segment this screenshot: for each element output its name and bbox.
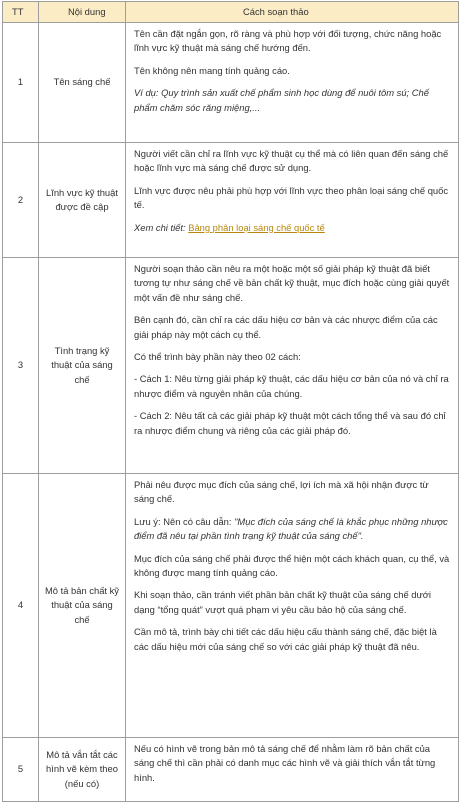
see-detail-paragraph (134, 221, 450, 235)
table-row (3, 474, 459, 738)
example-paragraph: Ví dụ: Quy trình sản xuất chế phẩm sinh học dùng để nuôi tôm sú; Chế phẩm chăm sóc răng miệng,... (134, 87, 429, 113)
row-topic: Tên sáng chế (39, 23, 126, 143)
paragraph: Phải nêu được mục đích của sáng chế, lợi ích mà xã hội nhận được từ sáng chế. (134, 479, 429, 505)
paragraph: Lĩnh vực được nêu phải phù hợp với lĩnh vực theo phân loại sáng chế quốc tế. (134, 184, 449, 211)
paragraph: Nếu có hình vẽ trong bản mô tả sáng chế để nhằm làm rõ bản chất của sáng chế thì cần phải có danh mục các hình vẽ và giải thích vắn tắt từng hình. (134, 743, 436, 783)
row-number: 3 (3, 258, 39, 474)
header-row (3, 2, 459, 23)
row-number: 2 (3, 143, 39, 258)
paragraph: Khi soạn thảo, cần tránh viết phần bản chất kỹ thuật của sáng chế dưới dạng “tổng quát” vượt quá phạm vi yêu cầu bảo hộ của sáng chế. (134, 589, 431, 615)
note-quote: "Mục đích của sáng chế là khắc phục những nhược điểm đã nêu tại phần tình trạng kỹ thuật của sáng chế". (134, 515, 448, 542)
paragraph: Mục đích của sáng chế phải được thể hiện một cách khách quan, cụ thể, và không được mang tính quảng cáo. (134, 552, 450, 579)
paragraph: Tên cần đặt ngắn gọn, rõ ràng và phù hợp với đối tượng, chức năng hoặc lĩnh vực kỹ thuật mà sáng chế hướng đến. (134, 28, 442, 54)
paragraph: Cần mô tả, trình bày chi tiết các dấu hiệu cấu thành sáng chế, đặc biệt là các dấu hiệu mới của sáng chế so với các giải pháp kỹ thuật đã nêu. (134, 626, 437, 652)
paragraph: - Cách 2: Nêu tất cả các giải pháp kỹ thuật một cách tổng thể và sau đó chỉ ra nhược điểm chung và riêng của các giải pháp đó. (134, 410, 446, 436)
row-guidance (126, 738, 459, 802)
header-tt: TT (3, 2, 39, 23)
content-table (2, 1, 459, 802)
row-number: 4 (3, 474, 39, 738)
row-topic: Mô tả bản chất kỹ thuật của sáng chế (39, 474, 126, 738)
row-guidance (126, 474, 459, 738)
row-guidance (126, 258, 459, 474)
paragraph: Có thể trình bày phần này theo 02 cách: (134, 351, 301, 363)
table-row (3, 143, 459, 258)
table-row (3, 258, 459, 474)
table-row (3, 23, 459, 143)
header-noi-dung: Nội dung (39, 2, 126, 23)
row-guidance (126, 23, 459, 143)
note-prefix: Lưu ý: Nên có câu dẫn: (134, 515, 235, 527)
row-number: 1 (3, 23, 39, 143)
paragraph: Bên cạnh đó, cần chỉ ra các dấu hiệu cơ bản và các nhược điểm của các giải pháp này một cách cụ thể. (134, 314, 438, 340)
classification-link[interactable]: Bảng phân loại sáng chế quốc tế (188, 221, 325, 233)
paragraph: Người soạn thảo cần nêu ra một hoặc một số giải pháp kỹ thuật đã biết tương tự như sáng chế về bản chất kỹ thuật, mục đích hoặc cùng giải quyết một vấn đề như sáng chế. (134, 263, 450, 303)
paragraph: Người viết cần chỉ ra lĩnh vực kỹ thuật cụ thể mà có liên quan đến sáng chế hoặc lĩnh vực mà sáng chế được sử dụng. (134, 148, 449, 174)
row-topic: Mô tả vắn tắt các hình vẽ kèm theo (nếu có) (39, 738, 126, 802)
note-paragraph (134, 515, 450, 544)
see-detail-prefix: Xem chi tiết: (134, 221, 189, 233)
row-topic: Lĩnh vực kỹ thuật được đề cập (39, 143, 126, 258)
header-cach-soan-thao: Cách soạn thảo (126, 2, 459, 23)
paragraph: - Cách 1: Nêu từng giải pháp kỹ thuật, các dấu hiệu cơ bản của nó và chỉ ra nhược điểm và nguyên nhân của chúng. (134, 373, 449, 399)
table-row (3, 738, 459, 802)
row-number: 5 (3, 738, 39, 802)
row-topic: Tình trạng kỹ thuật của sáng chế (39, 258, 126, 474)
row-guidance (126, 143, 459, 258)
paragraph: Tên không nên mang tính quảng cáo. (134, 64, 290, 76)
